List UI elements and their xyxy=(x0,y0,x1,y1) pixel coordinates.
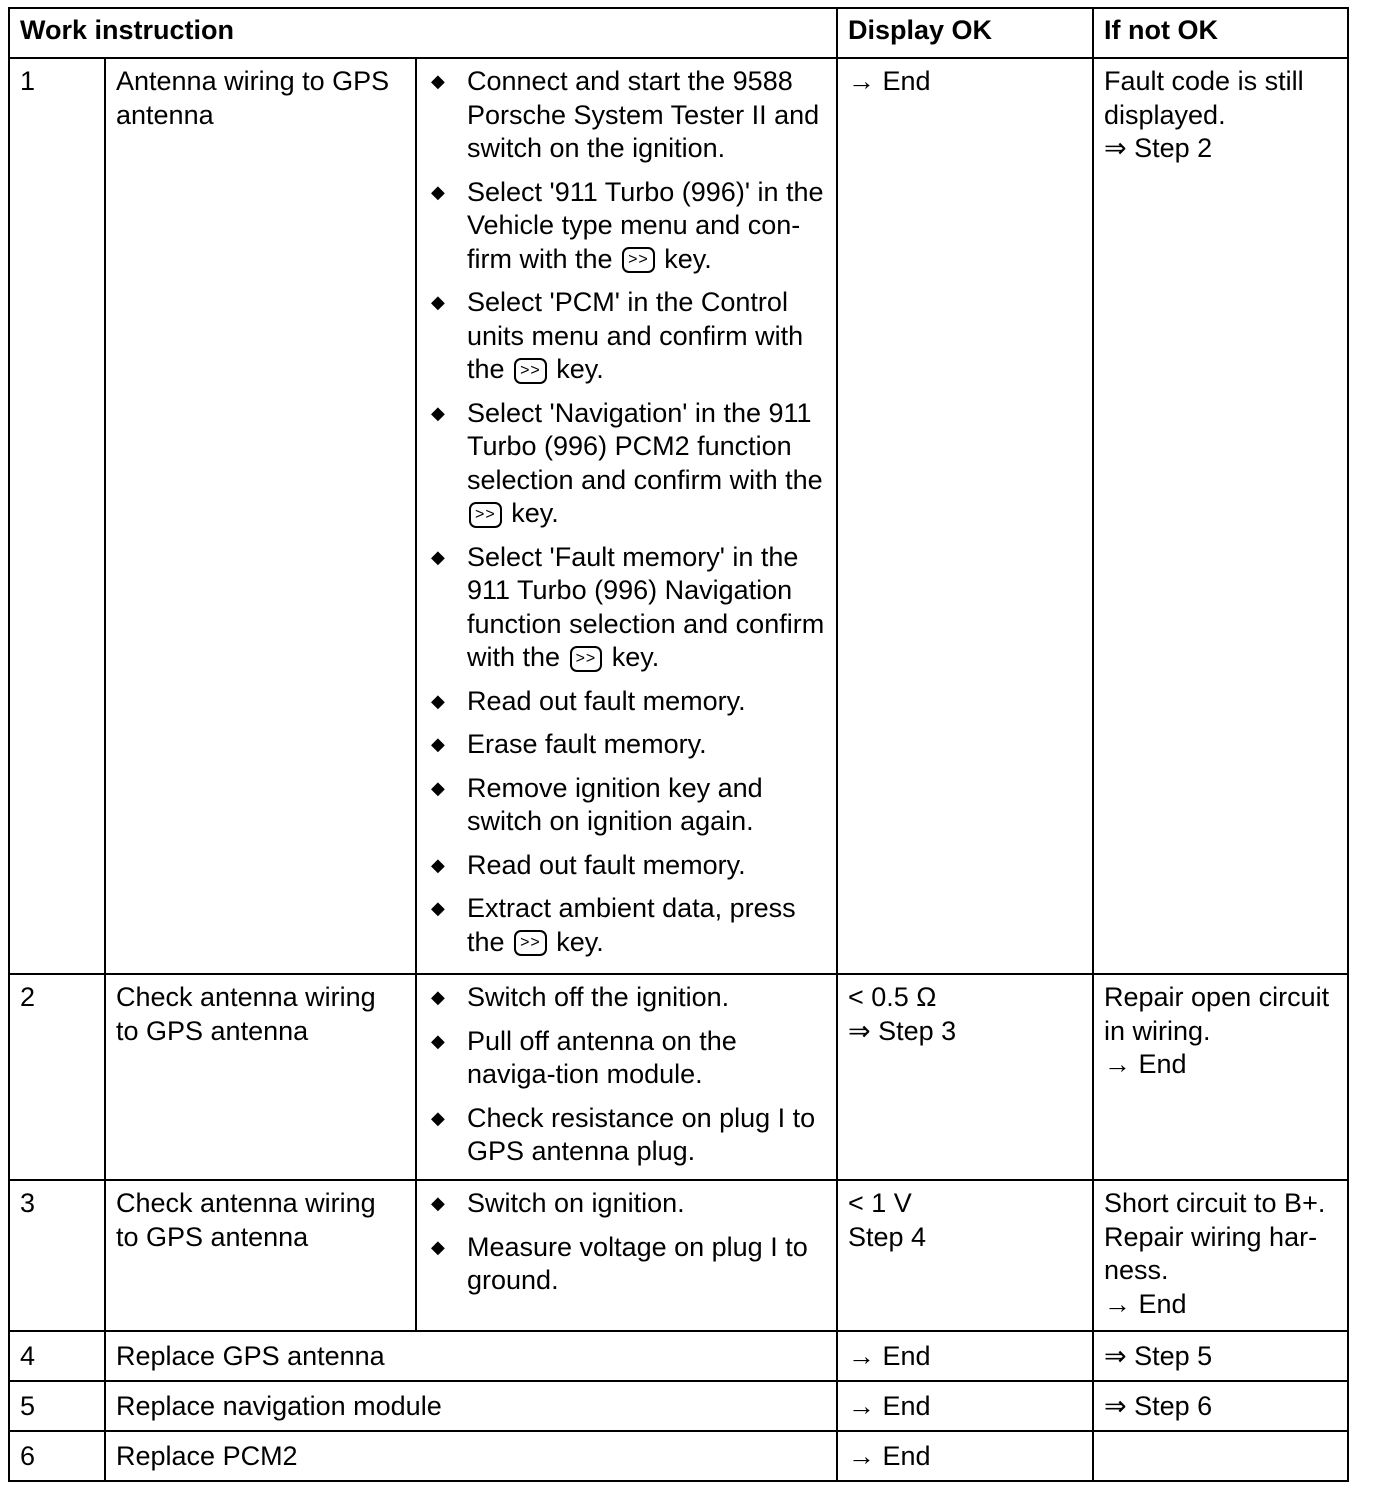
instruction-text-after: key. xyxy=(611,642,660,672)
instruction-text: Measure voltage on plug I to ground. xyxy=(467,1231,808,1295)
instruction-text: Check resistance on plug I to GPS antenna plug. xyxy=(467,1102,816,1166)
result-text: → End xyxy=(848,1441,931,1471)
diamond-bullet-icon: ◆ xyxy=(431,71,445,91)
step-number: 6 xyxy=(9,1431,105,1481)
list-item xyxy=(427,849,826,883)
step-title: Replace GPS antenna xyxy=(105,1331,837,1381)
instruction-list xyxy=(427,1187,826,1298)
step-number: 1 xyxy=(9,58,105,974)
header-if-not-ok: If not OK xyxy=(1093,8,1348,58)
list-item xyxy=(427,1102,826,1169)
result-text: → End xyxy=(848,1391,931,1421)
forward-key-icon: >> xyxy=(514,930,547,956)
diamond-bullet-icon: ◆ xyxy=(431,690,445,711)
diamond-bullet-icon: ◆ xyxy=(431,987,445,1007)
result-text: → End xyxy=(1104,1049,1187,1079)
table-row xyxy=(9,1180,1348,1331)
list-item xyxy=(427,685,826,719)
step-title: Check antenna wiring to GPS antenna xyxy=(105,974,416,1180)
diamond-bullet-icon: ◆ xyxy=(431,1193,445,1213)
result-text: < 1 V xyxy=(848,1188,912,1218)
result-text: Step 4 xyxy=(848,1221,927,1252)
forward-key-icon: >> xyxy=(570,646,603,672)
forward-key-icon: >> xyxy=(514,358,547,384)
instruction-text-after: key. xyxy=(511,498,559,528)
diamond-bullet-icon: ◆ xyxy=(431,402,445,423)
if-not-ok-cell xyxy=(1093,1331,1348,1381)
display-ok-cell xyxy=(837,1431,1093,1481)
instruction-text: Read out fault memory. xyxy=(467,685,746,716)
instruction-text: Select '911 Turbo (996)' in the Vehicle type menu and con-firm with the xyxy=(467,176,824,274)
if-not-ok-cell xyxy=(1093,1180,1348,1331)
result-text: → End xyxy=(848,66,931,96)
table-row xyxy=(9,1431,1348,1481)
instruction-text: Select 'Fault memory' in the 911 Turbo (996) Navigation function selection and confirm with the xyxy=(467,541,825,672)
result-text: ⇒ Step 5 xyxy=(1104,1341,1213,1371)
diamond-bullet-icon: ◆ xyxy=(431,898,445,918)
instruction-text: Extract ambient data, press the xyxy=(467,893,796,957)
list-item xyxy=(427,1187,826,1221)
step-title: Replace navigation module xyxy=(105,1381,837,1431)
step-instructions xyxy=(416,1180,837,1331)
instruction-text: Pull off antenna on the naviga-tion module. xyxy=(467,1025,737,1089)
instruction-text-after: key. xyxy=(556,354,604,384)
forward-key-icon: >> xyxy=(622,247,655,273)
display-ok-cell xyxy=(837,1331,1093,1381)
diamond-bullet-icon: ◆ xyxy=(431,777,445,798)
table-row xyxy=(9,1331,1348,1381)
instruction-list xyxy=(427,981,826,1169)
instruction-text: Erase fault memory. xyxy=(467,729,707,759)
diamond-bullet-icon: ◆ xyxy=(431,1030,445,1051)
list-item xyxy=(427,176,826,277)
step-instructions xyxy=(416,58,837,974)
work-instruction-table xyxy=(8,7,1349,1482)
display-ok-cell xyxy=(837,58,1093,974)
instruction-text-after: key. xyxy=(556,926,604,957)
diamond-bullet-icon: ◆ xyxy=(431,1107,445,1128)
display-ok-cell xyxy=(837,1381,1093,1431)
result-text: ⇒ Step 6 xyxy=(1104,1391,1213,1421)
result-text: < 0.5 Ω xyxy=(848,982,937,1012)
result-text: Repair open circuit in wiring. xyxy=(1104,982,1330,1046)
list-item xyxy=(427,286,826,387)
instruction-text: Select 'PCM' in the Control units menu and confirm with the xyxy=(467,287,804,384)
result-text: Fault code is still displayed. xyxy=(1104,66,1304,130)
instruction-list xyxy=(427,65,826,959)
instruction-text: Read out fault memory. xyxy=(467,849,746,880)
instruction-text: Switch on ignition. xyxy=(467,1188,685,1218)
step-title: Replace PCM2 xyxy=(105,1431,837,1481)
forward-key-icon: >> xyxy=(469,502,502,528)
step-number: 2 xyxy=(9,974,105,1180)
list-item xyxy=(427,65,826,166)
step-instructions xyxy=(416,974,837,1180)
instruction-text: Connect and start the 9588 Porsche System Tester II and switch on the ignition. xyxy=(467,66,820,163)
step-number: 4 xyxy=(9,1331,105,1381)
if-not-ok-cell xyxy=(1093,1381,1348,1431)
table-header-row xyxy=(9,8,1348,58)
list-item xyxy=(427,541,826,675)
list-item xyxy=(427,981,826,1015)
if-not-ok-cell xyxy=(1093,1431,1348,1481)
result-text: → End xyxy=(1104,1288,1187,1319)
list-item xyxy=(427,1025,826,1092)
display-ok-cell xyxy=(837,974,1093,1180)
result-text: ⇒ Step 2 xyxy=(1104,133,1213,163)
table-row xyxy=(9,1381,1348,1431)
if-not-ok-cell xyxy=(1093,58,1348,974)
step-title: Check antenna wiring to GPS antenna xyxy=(105,1180,416,1331)
instruction-text: Switch off the ignition. xyxy=(467,982,730,1012)
list-item xyxy=(427,892,826,959)
header-display-ok: Display OK xyxy=(837,8,1093,58)
result-text: Short circuit to B+. Repair wiring har-ness. xyxy=(1104,1188,1326,1285)
step-number: 3 xyxy=(9,1180,105,1331)
list-item xyxy=(427,728,826,762)
diamond-bullet-icon: ◆ xyxy=(431,181,445,202)
list-item xyxy=(427,397,826,531)
diamond-bullet-icon: ◆ xyxy=(431,734,445,754)
instruction-text: Select 'Navigation' in the 911 Turbo (996) PCM2 function selection and confirm with the xyxy=(467,397,823,495)
display-ok-cell xyxy=(837,1180,1093,1331)
diamond-bullet-icon: ◆ xyxy=(431,292,445,312)
instruction-text: Remove ignition key and switch on ignition again. xyxy=(467,772,763,836)
step-title: Antenna wiring to GPS antenna xyxy=(105,58,416,974)
result-text: → End xyxy=(848,1341,931,1371)
diamond-bullet-icon: ◆ xyxy=(431,1236,445,1257)
step-number: 5 xyxy=(9,1381,105,1431)
result-text: ⇒ Step 3 xyxy=(848,1015,957,1046)
list-item xyxy=(427,1231,826,1298)
diamond-bullet-icon: ◆ xyxy=(431,854,445,875)
diamond-bullet-icon: ◆ xyxy=(431,546,445,567)
if-not-ok-cell xyxy=(1093,974,1348,1180)
list-item xyxy=(427,772,826,839)
header-work-instruction: Work instruction xyxy=(9,8,837,58)
table-row xyxy=(9,58,1348,974)
instruction-text-after: key. xyxy=(664,243,712,274)
table-row xyxy=(9,974,1348,1180)
